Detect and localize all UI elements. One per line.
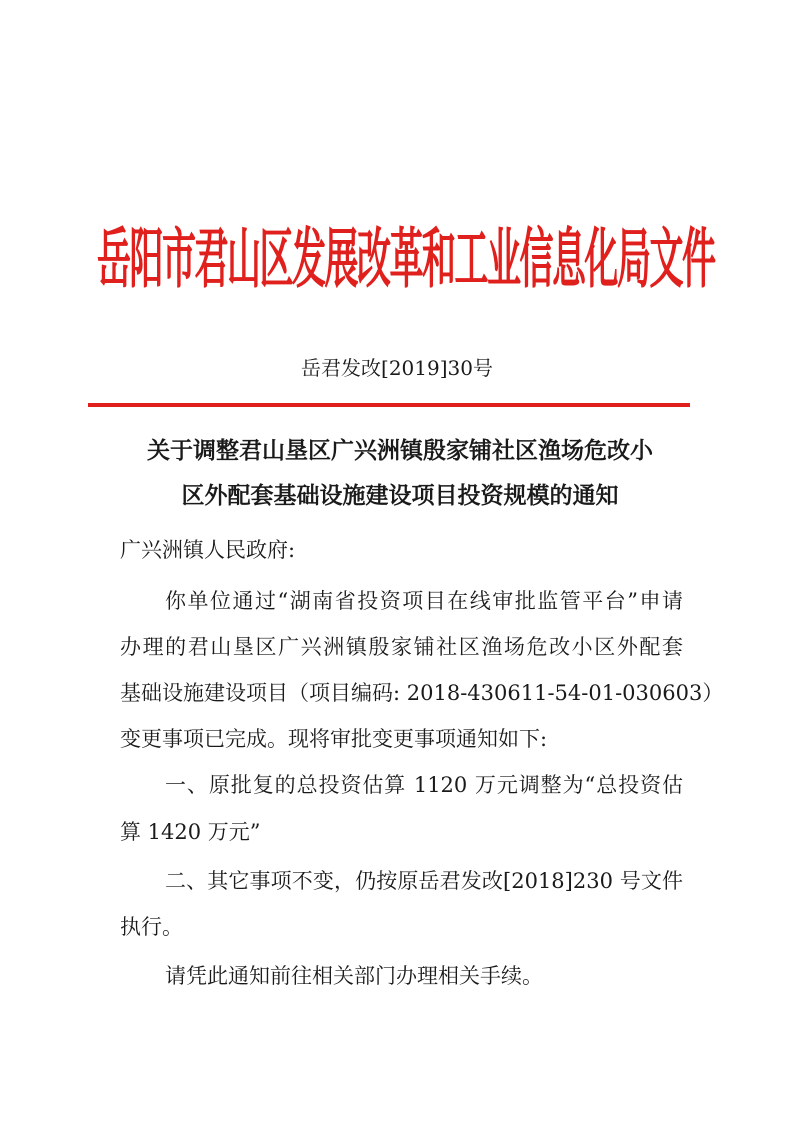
body-line: 执行。 <box>120 915 183 939</box>
body-line: 变更事项已完成。现将审批变更事项通知如下: <box>120 727 548 751</box>
body-line: 办理的君山垦区广兴洲镇殷家铺社区渔场危改小区外配套 <box>120 635 683 659</box>
notice-title-line-2: 区外配套基础设施建设项目投资规模的通知 <box>181 483 619 509</box>
notice-title-line-1: 关于调整君山垦区广兴洲镇殷家铺社区渔场危改小 <box>147 438 653 464</box>
red-divider <box>88 403 690 407</box>
issuer-title: 岳阳市君山区发展改革和工业信息化局文件 <box>97 222 715 298</box>
document-number: 岳君发改[2019]30号 <box>301 356 493 380</box>
body-line: 算 1420 万元” <box>120 820 261 844</box>
body-line: 你单位通过“湖南省投资项目在线审批监管平台”申请 <box>165 589 683 613</box>
body-line: 基础设施建设项目（项目编码: 2018-430611-54-01-030603） <box>120 681 724 705</box>
body-line: 请凭此通知前往相关部门办理相关手续。 <box>165 964 543 988</box>
addressee: 广兴洲镇人民政府: <box>120 538 296 562</box>
body-line: 一、原批复的总投资估算 1120 万元调整为“总投资估 <box>165 773 683 797</box>
body-line: 二、其它事项不变，仍按原岳君发改[2018]230 号文件 <box>165 869 683 893</box>
